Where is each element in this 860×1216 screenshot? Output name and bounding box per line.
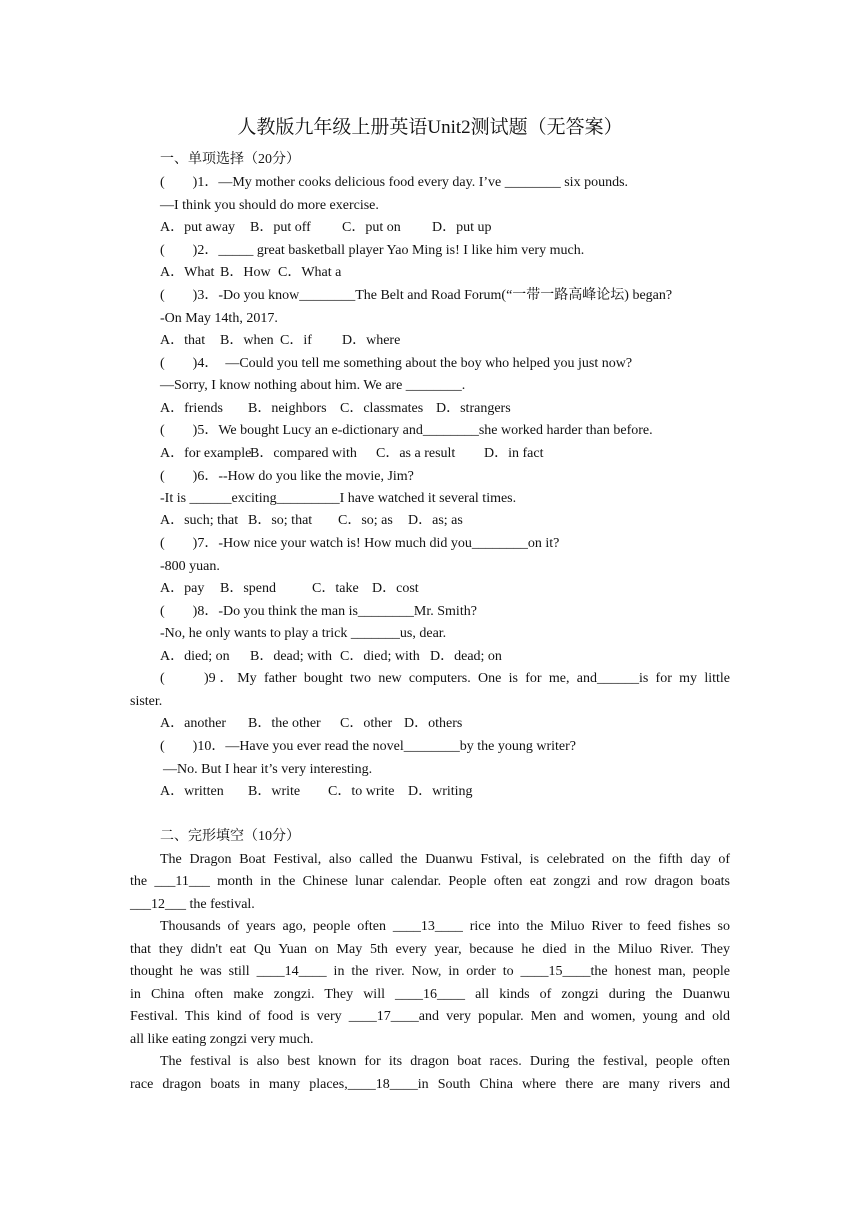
answer-options (160, 580, 419, 598)
paragraph-line: race dragon boats in many places,____18____in South China where there are many rivers and (130, 1077, 730, 1092)
option-b: B．dead; with (250, 649, 333, 664)
section-heading: 二、完形填空（10分） (160, 829, 300, 844)
option-a: A．for example (160, 446, 252, 461)
option-c: C．to write (328, 784, 395, 799)
question-reply: —No. But I hear it’s very interesting. (163, 762, 373, 777)
question-stem: ( )5．We bought Lucy an e-dictionary and________she worked harder than before. (160, 423, 653, 438)
option-b: B．spend (220, 581, 276, 596)
paragraph-line: Festival. This kind of food is very ____17____and very popular. Men and women, young and old (130, 1009, 730, 1024)
question-stem: ( )1．—My mother cooks delicious food every day. I’ve ________ six pounds. (160, 175, 629, 190)
option-d: D．strangers (436, 401, 511, 416)
question-stem: ( )9．My father bought two new computers. One is for me, and______is for my little (160, 671, 730, 686)
question-stem: ( )7．-How nice your watch is! How much did you________on it? (160, 536, 560, 551)
option-d: D．dead; on (430, 649, 502, 664)
option-b: B．so; that (248, 513, 313, 528)
option-a: A．another (160, 716, 227, 731)
option-d: D．others (404, 716, 463, 731)
paragraph-line: ___12___ the festival. (130, 897, 255, 912)
option-c: C．What a (278, 265, 342, 280)
option-d: D．as; as (408, 513, 463, 528)
paragraph-line: The festival is also best known for its dragon boat races. During the festival, people often (160, 1054, 730, 1069)
option-a: A．put away (160, 220, 236, 235)
option-d: D．where (342, 333, 401, 348)
answer-options (160, 715, 462, 733)
option-a: A．such; that (160, 513, 239, 528)
option-b: B．when (220, 333, 274, 348)
answer-options (160, 445, 543, 463)
question-reply: —I think you should do more exercise. (160, 198, 379, 213)
answer-options (160, 332, 400, 350)
paragraph-line: in China often make zongzi. They will ____16____ all kinds of zongzi during the Duanwu (130, 987, 730, 1002)
answer-options (160, 783, 473, 801)
paragraph-line: all like eating zongzi very much. (130, 1032, 314, 1047)
option-d: D．in fact (484, 446, 544, 461)
option-c: C．put on (342, 220, 401, 235)
option-c: C．so; as (338, 513, 393, 528)
option-c: C．as a result (376, 446, 456, 461)
question-stem: ( )2．_____ great basketball player Yao Ming is! I like him very much. (160, 243, 585, 258)
question-reply: —Sorry, I know nothing about him. We are ________. (160, 378, 466, 393)
option-c: C．died; with (340, 649, 420, 664)
option-a: A．pay (160, 581, 205, 596)
option-a: A．What (160, 265, 215, 280)
question-stem-continued: sister. (130, 694, 163, 709)
question-stem: ( )8．-Do you think the man is________Mr. Smith? (160, 604, 477, 619)
option-a: A．written (160, 784, 224, 799)
question-stem: ( )6．--How do you like the movie, Jim? (160, 469, 414, 484)
answer-options (160, 512, 463, 530)
question-reply: -It is ______exciting_________I have watched it several times. (160, 491, 517, 506)
answer-options (160, 264, 341, 282)
option-a: A．friends (160, 401, 223, 416)
option-b: B．neighbors (248, 401, 327, 416)
answer-options (160, 219, 492, 237)
question-reply: -No, he only wants to play a trick _______us, dear. (160, 626, 447, 641)
option-b: B．put off (250, 220, 311, 235)
option-d: D．writing (408, 784, 473, 799)
section-heading: 一、单项选择（20分） (160, 152, 300, 167)
paragraph-line: that they didn't eat Qu Yuan on May 5th every year, because he died in the Miluo River. They (130, 942, 730, 957)
answer-options (160, 400, 511, 418)
question-stem: ( )3．-Do you know________The Belt and Road Forum(“一带一路高峰论坛) began? (160, 288, 673, 303)
option-b: B．write (248, 784, 301, 799)
paragraph-line: the ___11___ month in the Chinese lunar calendar. People often eat zongzi and row dragon boats (130, 874, 730, 889)
option-d: D．put up (432, 220, 492, 235)
option-c: C．if (280, 333, 312, 348)
question-stem: ( )4． —Could you tell me something about the boy who helped you just now? (160, 356, 633, 371)
question-stem: ( )10．—Have you ever read the novel________by the young writer? (160, 739, 576, 754)
option-d: D．cost (372, 581, 419, 596)
paragraph-line: thought he was still ____14____ in the river. Now, in order to ____15____the honest man, people (130, 964, 730, 979)
question-reply: -On May 14th, 2017. (160, 311, 278, 326)
document-title: 人教版九年级上册英语Unit2测试题（无答案） (237, 117, 623, 138)
paragraph-line: The Dragon Boat Festival, also called the Duanwu Fstival, is celebrated on the fifth day of (160, 852, 730, 867)
option-b: B．How (220, 265, 271, 280)
option-a: A．that (160, 333, 206, 348)
paragraph-line: Thousands of years ago, people often ____13____ rice into the Miluo River to feed fishes so (160, 919, 730, 934)
option-a: A．died; on (160, 649, 230, 664)
question-reply: -800 yuan. (160, 559, 220, 574)
option-b: B．the other (248, 716, 321, 731)
option-c: C．other (340, 716, 393, 731)
option-b: B．compared with (250, 446, 357, 461)
option-c: C．classmates (340, 401, 424, 416)
option-c: C．take (312, 581, 359, 596)
answer-options (160, 648, 502, 666)
